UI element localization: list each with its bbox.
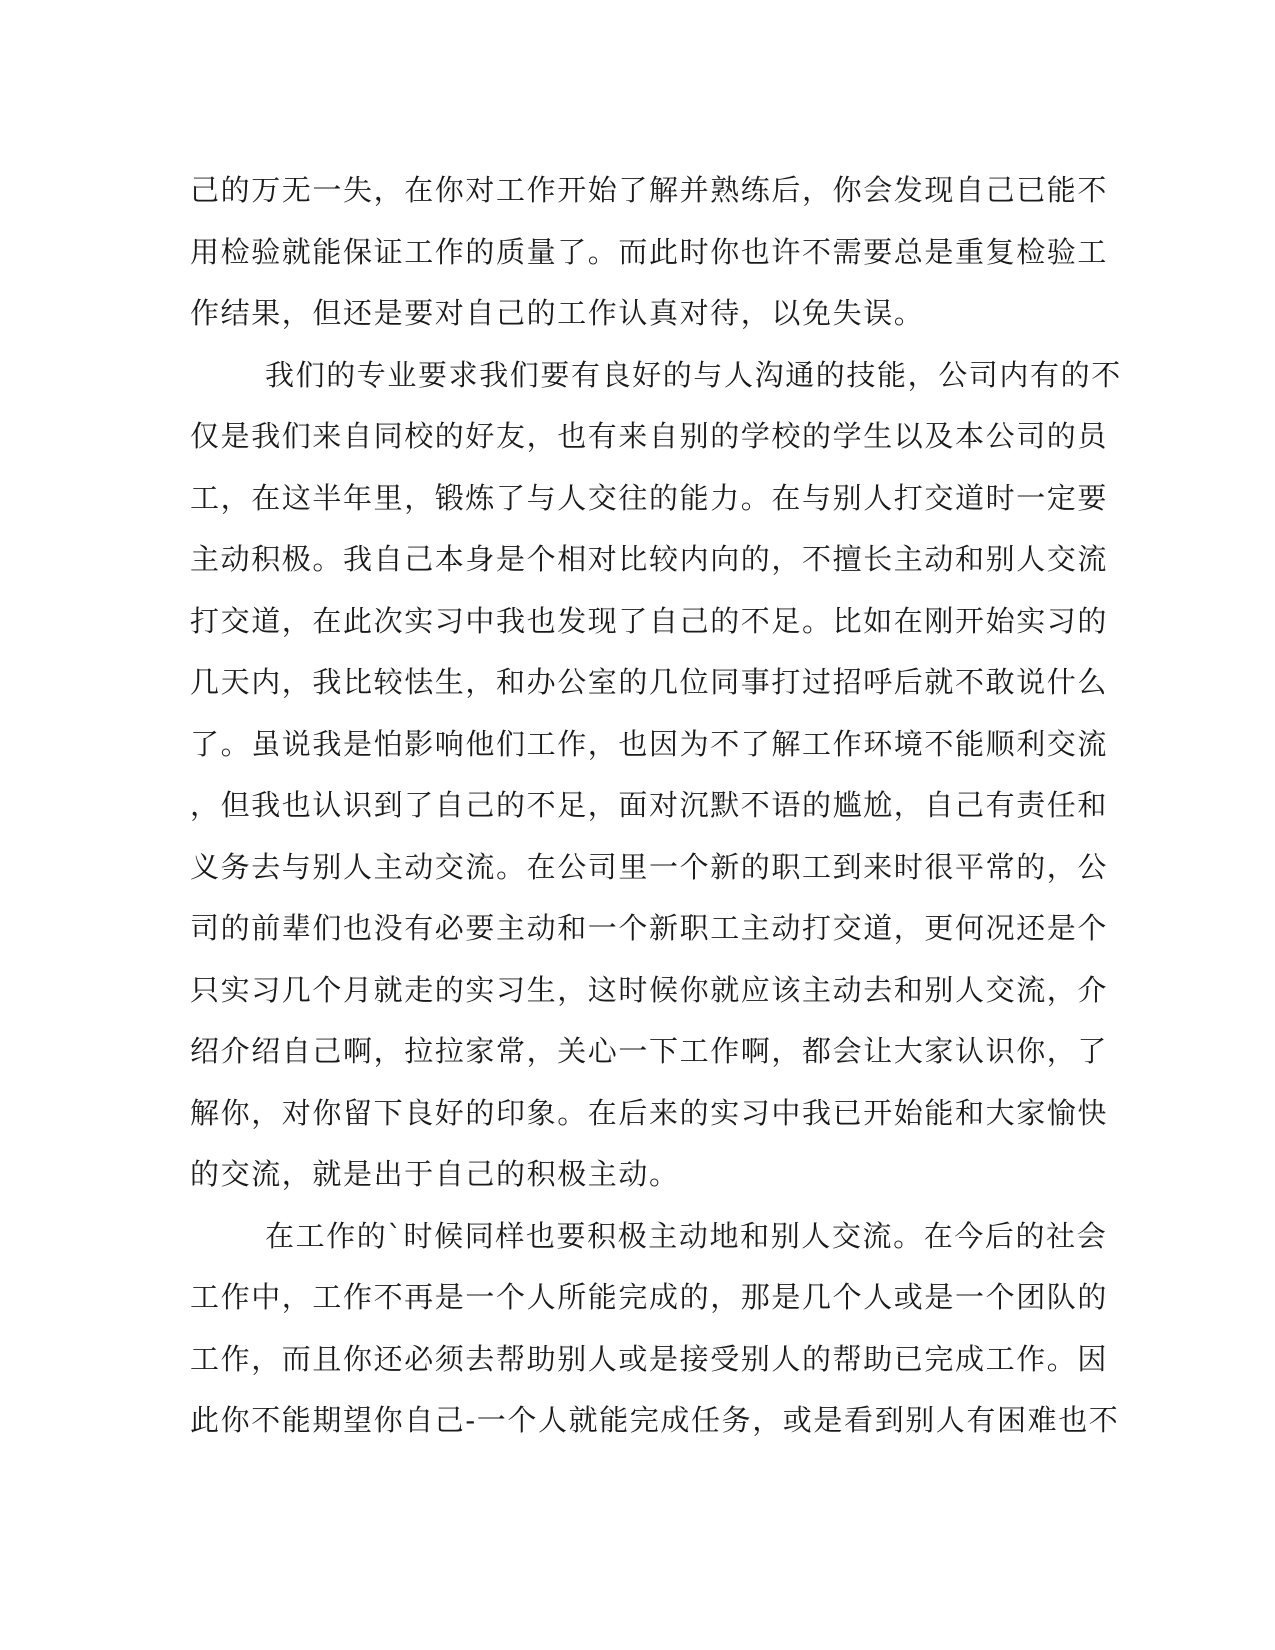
text-line: 了。虽说我是怕影响他们工作，也因为不了解工作环境不能顺利交流	[190, 726, 1109, 761]
paragraph-start-line: 我们的专业要求我们要有良好的与人沟通的技能，公司内有的不	[265, 357, 1122, 392]
text-line: 工，在这半年里，锻炼了与人交往的能力。在与别人打交道时一定要	[190, 480, 1109, 515]
text-line: ，但我也认识到了自己的不足，面对沉默不语的尴尬，自己有责任和	[190, 788, 1109, 822]
text-line: 工作，而且你还必须去帮助别人或是接受别人的帮助已完成工作。因	[190, 1341, 1109, 1376]
text-line: 作结果，但还是要对自己的工作认真对待，以免失误。	[190, 296, 925, 330]
paragraph-start-line: 在工作的`时候同样也要积极主动地和别人交流。在今后的社会	[265, 1218, 1108, 1253]
text-line: 主动积极。我自己本身是个相对比较内向的，不擅长主动和别人交流	[190, 542, 1109, 576]
text-line: 司的前辈们也没有必要主动和一个新职工主动打交道，更何况还是个	[190, 911, 1109, 945]
body-text	[190, 160, 1122, 1452]
text-line: 工作中，工作不再是一个人所能完成的，那是几个人或是一个团队的	[190, 1280, 1109, 1314]
text-line: 义务去与别人主动交流。在公司里一个新的职工到来时很平常的，公	[190, 849, 1109, 884]
text-line: 的交流，就是出于自己的积极主动。	[190, 1157, 680, 1191]
text-line: 几天内，我比较怯生，和办公室的几位同事打过招呼后就不敢说什么	[190, 665, 1109, 699]
text-line: 只实习几个月就走的实习生，这时候你就应该主动去和别人交流，介	[190, 972, 1109, 1007]
text-line: 己的万无一失，在你对工作开始了解并熟练后，你会发现自己已能不	[190, 173, 1109, 207]
text-line: 用检验就能保证工作的质量了。而此时你也许不需要总是重复检验工	[190, 234, 1109, 269]
text-line: 解你，对你留下良好的印象。在后来的实习中我已开始能和大家愉快	[190, 1095, 1109, 1130]
text-line: 绍介绍自己啊，拉拉家常，关心一下工作啊，都会让大家认识你，了	[190, 1034, 1109, 1068]
text-line: 仅是我们来自同校的好友，也有来自别的学校的学生以及本公司的员	[190, 419, 1109, 453]
text-line: 打交道，在此次实习中我也发现了自己的不足。比如在刚开始实习的	[190, 603, 1109, 638]
text-line: 此你不能期望你自己-一个人就能完成任务，或是看到别人有困难也不	[190, 1403, 1120, 1437]
